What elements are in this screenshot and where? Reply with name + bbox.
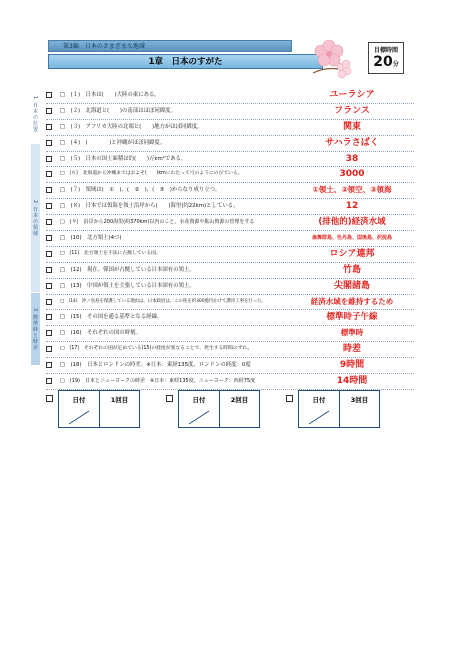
- question-row: [46, 310, 414, 326]
- question-text: □ (１) 日本は( )大陸の東にある。: [60, 92, 160, 98]
- date-slash-icon: [305, 409, 333, 425]
- question-row: [46, 247, 414, 263]
- question-row: [46, 215, 414, 231]
- check-box[interactable]: [46, 267, 52, 273]
- question-text: □ (６) 北海道から沖縄まではおよそ( )kmにわたって弓のようにのびている。: [60, 171, 243, 177]
- date-label: 日付: [192, 396, 206, 404]
- check-box[interactable]: [46, 330, 52, 336]
- check-box[interactable]: [46, 283, 52, 289]
- date-cell[interactable]: [179, 391, 219, 427]
- round-3-check-box[interactable]: [286, 395, 293, 402]
- date-slash-icon: [185, 409, 213, 425]
- round-label: 1回目: [110, 396, 129, 404]
- answer-text: 歯舞群島、色丹島、国後島、択捉島: [311, 235, 392, 242]
- answer-text: 標準時: [340, 328, 364, 338]
- section-label-territory: 2 日本の領域: [31, 144, 40, 292]
- answer-text: 関東: [342, 121, 361, 132]
- question-text: □ (14) 沖ノ鳥島を保護している理由は。日本政府は、この島を約300億円かけて護岸工事を行った。: [60, 298, 266, 304]
- chapter-title: 1章 日本のすがた: [48, 54, 323, 69]
- date-box-round-1: [58, 390, 140, 428]
- check-box[interactable]: [46, 251, 52, 257]
- target-time-label: 目標時間: [373, 47, 398, 54]
- question-text: □ (15) その国を通る基準となる経線。: [60, 314, 163, 321]
- question-row: [46, 199, 414, 215]
- answer-text: 尖閣諸島: [333, 280, 370, 291]
- question-row: [46, 326, 414, 342]
- check-box[interactable]: [46, 362, 52, 368]
- question-text: □ (13) 中国が領土を主張している日本固有の領土。: [60, 282, 195, 289]
- answer-text: 12: [345, 201, 359, 212]
- answer-text: 経済水域を維持するため: [310, 296, 394, 306]
- answer-text: 3000: [339, 169, 365, 180]
- check-box[interactable]: [46, 92, 52, 98]
- round-cell[interactable]: [99, 391, 139, 427]
- round-label: 3回目: [350, 396, 369, 404]
- round-cell[interactable]: [339, 391, 379, 427]
- round-cell[interactable]: [219, 391, 259, 427]
- question-text: □ (９) 沿岸から200海里(約370km)以内のこと。水産資源や鉱山資源の管理をする: [60, 219, 255, 226]
- question-row: [46, 358, 414, 374]
- target-time-box: [368, 42, 404, 74]
- answer-text: サハラさばく: [325, 137, 379, 148]
- question-text: □ (７) 領域は( ① )、( ② )、( ③ )からなり成り立つ。: [60, 187, 221, 194]
- question-text: □ (８) 日本では領海を領土沿岸から( )海里(約22km)としている。: [60, 203, 239, 210]
- check-box[interactable]: [46, 203, 52, 209]
- question-row: [46, 136, 414, 152]
- question-row: [46, 167, 414, 183]
- cherry-blossom-icon: [305, 33, 353, 81]
- answer-text: (排他的)経済水域: [318, 217, 386, 228]
- check-box[interactable]: [46, 378, 52, 384]
- answer-text: 竹島: [342, 264, 361, 275]
- question-row: [46, 231, 414, 247]
- question-text: □ (４) ( )と沖縄がほぼ同緯度。: [60, 139, 166, 146]
- check-box[interactable]: [46, 314, 52, 320]
- date-label: 日付: [72, 396, 86, 404]
- answer-text: 38: [345, 153, 359, 164]
- target-time-value: 20分: [373, 54, 399, 70]
- answer-text: 14時間: [336, 376, 368, 387]
- question-row: [46, 295, 414, 311]
- round-2-check-box[interactable]: [166, 395, 173, 402]
- check-box[interactable]: [46, 108, 52, 114]
- question-row: [46, 342, 414, 358]
- date-cell[interactable]: [59, 391, 99, 427]
- section-label-time: 3 標準時と時差: [31, 293, 40, 365]
- answer-text: ロシア連邦: [329, 248, 375, 259]
- answer-text: ①領土、②領空、③領海: [312, 185, 392, 195]
- check-box[interactable]: [46, 140, 52, 146]
- question-text: □ (18) 日本とロンドンの時差。※日本：東経135度、ロンドンの経度：0度: [60, 362, 251, 369]
- check-box[interactable]: [46, 124, 52, 130]
- series-label: 第3編 日本のさまざまな地域: [48, 40, 292, 52]
- answer-text: ユーラシア: [329, 90, 375, 100]
- round-label: 2回目: [230, 396, 249, 404]
- date-label: 日付: [312, 396, 326, 404]
- check-box[interactable]: [46, 219, 52, 225]
- answer-text: フランス: [334, 105, 370, 116]
- check-box[interactable]: [46, 187, 52, 193]
- answer-text: 9時間: [339, 360, 365, 371]
- answer-text: 時差: [342, 344, 361, 355]
- check-box[interactable]: [46, 171, 52, 177]
- question-text: □ (10) 北方領土(4つ): [60, 235, 122, 242]
- question-row: [46, 183, 414, 199]
- date-cell[interactable]: [299, 391, 339, 427]
- question-row: [46, 120, 414, 136]
- question-row: [46, 263, 414, 279]
- date-box-round-2: [178, 390, 260, 428]
- question-row: [46, 88, 414, 104]
- question-text: □ (２) 北海道と( )の南部はほぼ同緯度。: [60, 107, 176, 114]
- date-box-round-3: [298, 390, 380, 428]
- question-row: [46, 279, 414, 295]
- question-text: □ (３) アフリカ大陸の北端と( )地方がほぼ同緯度。: [60, 123, 203, 130]
- check-box[interactable]: [46, 235, 52, 241]
- question-text: □ (17) それぞれの国が定めている(15)の経度が異なることで、発生する時間のずれ。: [60, 346, 253, 352]
- question-text: □ (５) 日本の国土面積は約( )万km²である。: [60, 155, 187, 162]
- check-box[interactable]: [46, 346, 52, 352]
- question-text: □ (12) 現在、韓国が占拠している日本固有の領土。: [60, 266, 195, 273]
- check-box[interactable]: [46, 299, 52, 305]
- section-label-position: 1 日本の位置: [31, 86, 40, 142]
- round-1-check-box[interactable]: [46, 395, 53, 402]
- question-row: [46, 104, 414, 120]
- question-row: [46, 152, 414, 168]
- date-slash-icon: [65, 409, 93, 425]
- question-row: [46, 374, 414, 390]
- question-text: □ (16) それぞれの国の時刻。: [60, 330, 141, 337]
- question-list: [46, 88, 414, 390]
- question-text: □ (11) 北方領土を不法に占拠している国。: [60, 250, 161, 256]
- check-box[interactable]: [46, 156, 52, 162]
- question-text: □ (19) 日本とニューヨークの時差 ※日本：東経135度、ニューヨーク：西経75度: [60, 378, 256, 385]
- answer-text: 標準時子午線: [326, 312, 378, 323]
